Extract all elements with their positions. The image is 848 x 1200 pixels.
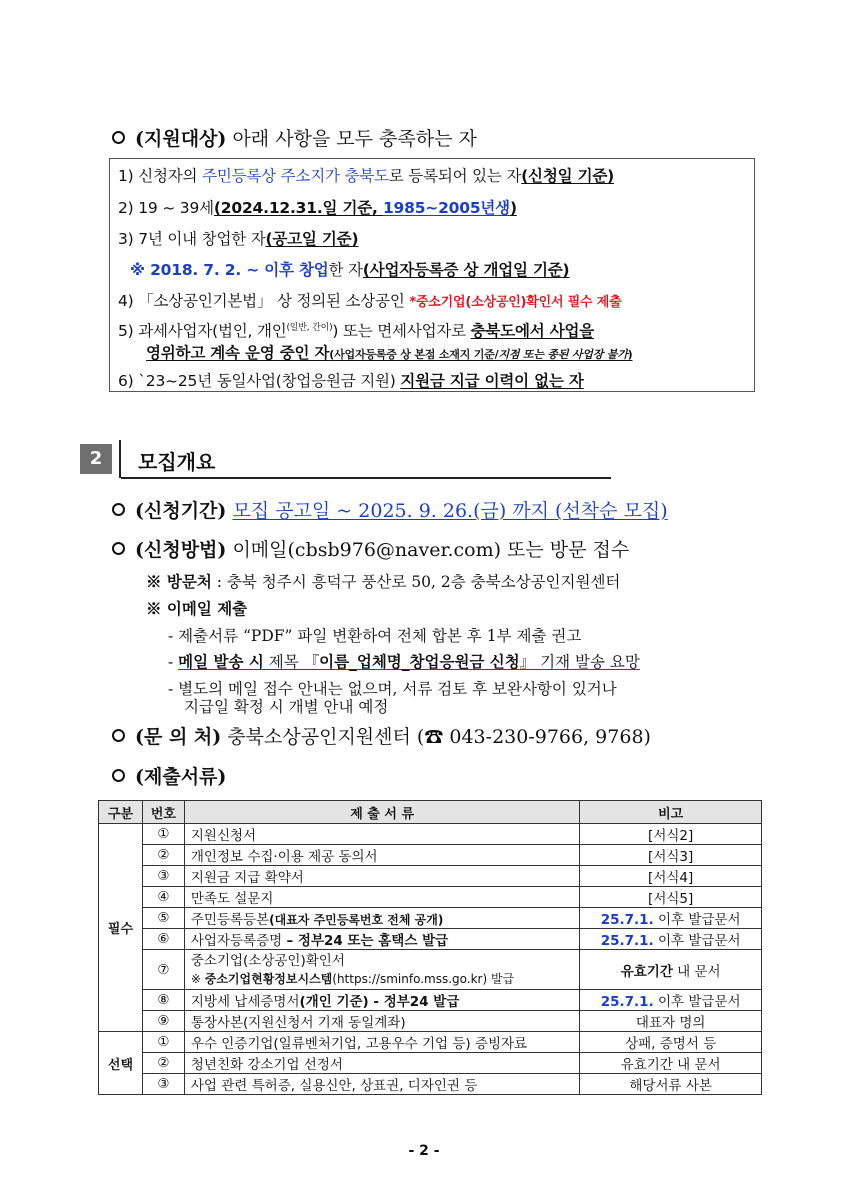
circle-bullet-icon	[112, 729, 125, 742]
circle-bullet-icon	[112, 542, 125, 555]
table-row: ⑦ 중소기업(소상공인)확인서 ※ 중소기업현황정보시스템(https://sminfo.mss.go.kr) 발급 유효기간 내 문서	[99, 950, 762, 990]
table-row: 선택 ① 우수 인증기업(일류벤처기업, 고용우수 기업 등) 증빙자료 상패, 증명서 등	[99, 1032, 762, 1053]
eligibility-item-4: 4) 「소상공인기본법」 상 정의된 소상공인 *중소기업(소상공인)확인서 필수 제출	[118, 292, 622, 310]
documents-heading: (제출서류)	[112, 762, 226, 789]
email-note-3-cont: 지급일 확정 시 개별 안내 예정	[184, 698, 389, 716]
eligibility-item-3-note: ※ 2018. 7. 2. ~ 이후 창업한 자(사업자등록증 상 개업일 기준)	[130, 261, 570, 279]
table-row: ③ 지원금 지급 확약서 [서식4]	[99, 866, 762, 887]
email-submission-label: ※ 이메일 제출	[146, 599, 248, 618]
documents-table	[98, 800, 762, 1095]
table-header-row: 구분 번호 제 출 서 류 비고	[99, 801, 762, 824]
eligibility-item-1: 1) 신청자의 주민등록상 주소지가 충북도로 등록되어 있는 자(신청일 기준)	[118, 167, 615, 185]
table-row: ② 개인정보 수집·이용 제공 동의서 [서식3]	[99, 845, 762, 866]
eligibility-box	[109, 158, 755, 392]
contact-line: (문 의 처) 충북소상공인지원센터 (☎ 043-230-9766, 9768)	[112, 722, 651, 749]
eligibility-item-5: 5) 과세사업자(법인, 개인$^{(일반, 간이)}$) 또는 면세사업자로 충북도에서 사업을	[118, 322, 595, 340]
circle-bullet-icon	[112, 131, 125, 144]
table-row: ⑨ 통장사본(지원신청서 기재 동일계좌) 대표자 명의	[99, 1011, 762, 1032]
table-row: 필수 ① 지원신청서 [서식2]	[99, 824, 762, 845]
section-number: 2	[80, 444, 112, 474]
group-optional: 선택	[99, 1032, 143, 1095]
eligibility-item-6: 6) `23~25년 동일사업(창업응원금 지원) 지원금 지급 이력이 없는 자	[118, 372, 584, 390]
circle-bullet-icon	[112, 769, 125, 782]
section-underline	[121, 477, 611, 479]
eligibility-item-5-cont: 영위하고 계속 운영 중인 자(사업자등록증 상 본점 소재지 기준/지점 또는 종된 사업장 불가)	[146, 344, 633, 362]
email-note-2: - 메일 발송 시 제목 『이름_업체명_창업응원금 신청』 기재 발송 요망	[168, 652, 640, 671]
method-line: (신청방법) 이메일(cbsb976@naver.com) 또는 방문 접수	[112, 535, 629, 562]
email-note-3: - 별도의 메일 접수 안내는 없으며, 서류 검토 후 보완사항이 있거나	[168, 680, 617, 698]
email-note-1: - 제출서류 “PDF” 파일 변환하여 전체 합본 후 1부 제출 권고	[168, 627, 582, 645]
section-divider	[119, 440, 121, 478]
eligibility-item-3: 3) 7년 이내 창업한 자(공고일 기준)	[118, 230, 359, 248]
phone-icon: ☎	[424, 726, 444, 748]
group-required: 필수	[99, 824, 143, 1032]
table-row: ④ 만족도 설문지 [서식5]	[99, 887, 762, 908]
table-row: ② 청년친화 강소기업 선정서 유효기간 내 문서	[99, 1053, 762, 1074]
table-row: ⑥ 사업자등록증명 – 정부24 또는 홈택스 발급 25.7.1. 이후 발급문서	[99, 929, 762, 950]
circle-bullet-icon	[112, 503, 125, 516]
visit-location: ※ 방문처 : 충북 청주시 흥덕구 풍산로 50, 2층 충북소상공인지원센터	[146, 572, 621, 591]
page-number: - 2 -	[408, 1143, 440, 1159]
table-row: ③ 사업 관련 특허증, 실용신안, 상표권, 디자인권 등 해당서류 사본	[99, 1074, 762, 1095]
section-title: 모집개요	[138, 450, 216, 474]
period-line: (신청기간) 모집 공고일 ~ 2025. 9. 26.(금) 까지 (선착순 모집)	[112, 496, 668, 523]
table-row: ⑧ 지방세 납세증명서(개인 기준) - 정부24 발급 25.7.1. 이후 발급문서	[99, 990, 762, 1011]
eligibility-item-2: 2) 19 ~ 39세(2024.12.31.일 기준, 1985~2005년생)	[118, 199, 517, 217]
table-row: ⑤ 주민등록등본(대표자 주민등록번호 전체 공개) 25.7.1. 이후 발급문서	[99, 908, 762, 929]
target-heading: (지원대상) 아래 사항을 모두 충족하는 자	[112, 124, 477, 151]
